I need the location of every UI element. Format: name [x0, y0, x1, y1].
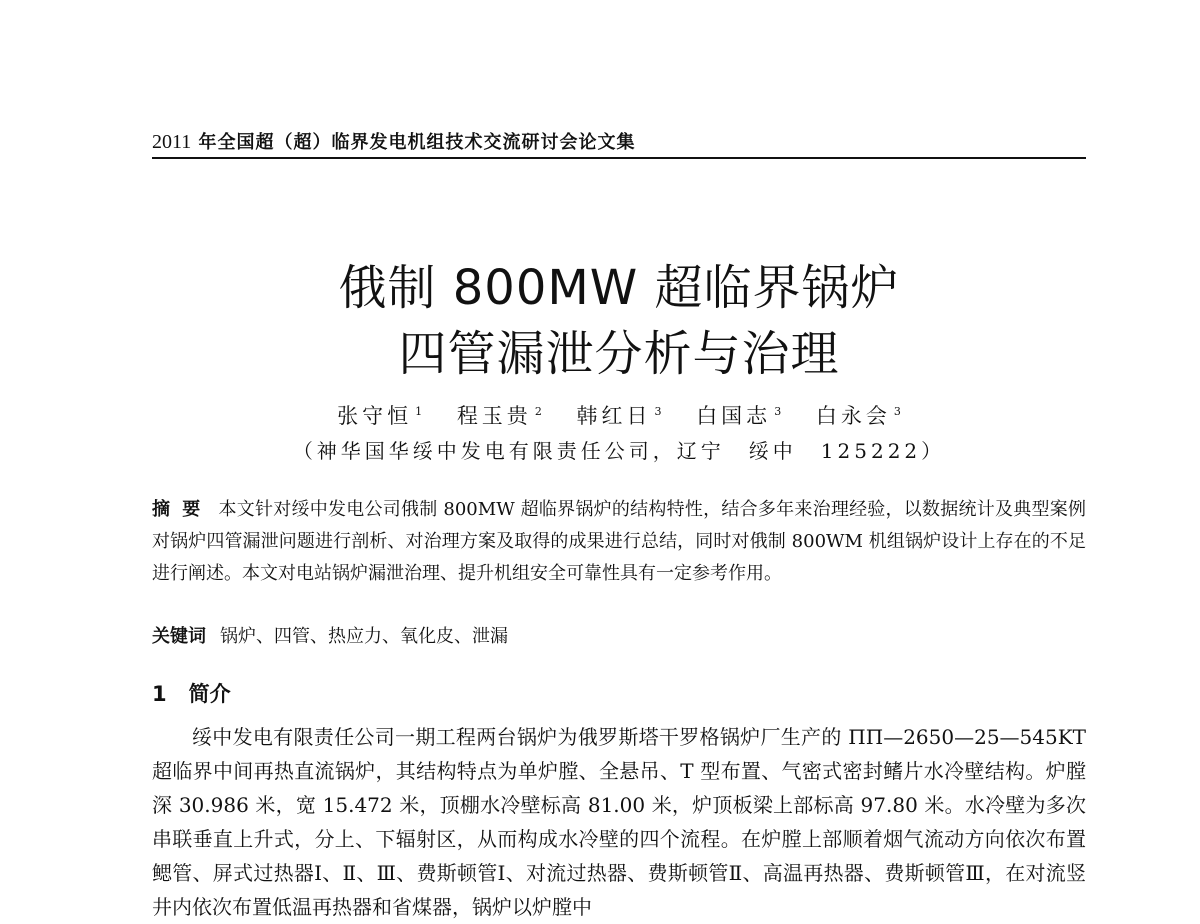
- author-affiliation-mark: 1: [415, 405, 423, 418]
- author: [577, 404, 662, 428]
- author: [696, 404, 781, 428]
- author-list: [152, 400, 1086, 430]
- author-name: 韩红日: [576, 404, 652, 428]
- author-name: 白国志: [696, 404, 772, 428]
- affiliation: （神华国华绥中发电有限责任公司，辽宁 绥中 125222）: [292, 439, 946, 463]
- section-title: 简介: [188, 682, 231, 706]
- keywords: [152, 622, 1086, 652]
- abstract: [152, 494, 1086, 590]
- running-head: [152, 128, 1086, 154]
- keywords-text: 锅炉、四管、热应力、氧化皮、泄漏: [220, 626, 508, 647]
- running-head-year: 2011: [152, 131, 192, 153]
- body-paragraph: 绥中发电有限责任公司一期工程两台锅炉为俄罗斯塔干罗格锅炉厂生产的 ПП—2650—25—545KT 超临界中间再热直流锅炉，其结构特点为单炉膛、全悬吊、T 型布置、气密式密封鳍片水冷壁结构。炉膛深 30.986 米，宽 15.472 米，顶棚水冷壁标高 81.00 米，炉顶板梁上部标高 97.80 米。水冷壁为多次串联垂直上升式，分上、下辐射区，从而构成水冷壁的四个流程。在炉膛上部顺着烟气流动方向依次布置鳃管、屏式过热器Ⅰ、Ⅱ、Ⅲ、费斯顿管Ⅰ、对流过热器、费斯顿管Ⅱ、高温再热器、费斯顿管Ⅲ，在对流竖井内依次布置低温再热器和省煤器，锅炉以炉膛中: [152, 725, 1086, 919]
- author: [816, 404, 901, 428]
- section-heading: [152, 678, 231, 708]
- author-name: 程玉贵: [456, 404, 532, 428]
- author-affiliation-mark: 3: [654, 405, 662, 418]
- author: [457, 404, 542, 428]
- section-number: 1: [152, 682, 167, 706]
- running-head-title: 年全国超（超）临界发电机组技术交流研讨会论文集: [191, 132, 636, 153]
- author-name: 白永会: [815, 404, 891, 428]
- paper-title-line-2: 四管漏泄分析与治理: [398, 326, 840, 382]
- header-rule: [152, 157, 1086, 159]
- abstract-text: 本文针对绥中发电公司俄制 800MW 超临界锅炉的结构特性，结合多年来治理经验，以数据统计及典型案例对锅炉四管漏泄问题进行剖析、对治理方案及取得的成果进行总结，同时对俄制 800WM 机组锅炉设计上存在的不足进行阐述。本文对电站锅炉漏泄治理、提升机组安全可靠性具有一定参考作用。: [152, 499, 1087, 584]
- keywords-label: 关键词: [152, 626, 206, 647]
- author-name: 张守恒: [337, 404, 413, 428]
- body-text: [152, 720, 1086, 924]
- paper-title-line-1: 俄制 800MW 超临界锅炉: [338, 260, 900, 316]
- author-affiliation-mark: 3: [774, 405, 782, 418]
- abstract-label: 摘要: [152, 499, 213, 520]
- author: [337, 404, 422, 428]
- author-affiliation-mark: 2: [534, 405, 542, 418]
- author-affiliation-mark: 3: [893, 405, 901, 418]
